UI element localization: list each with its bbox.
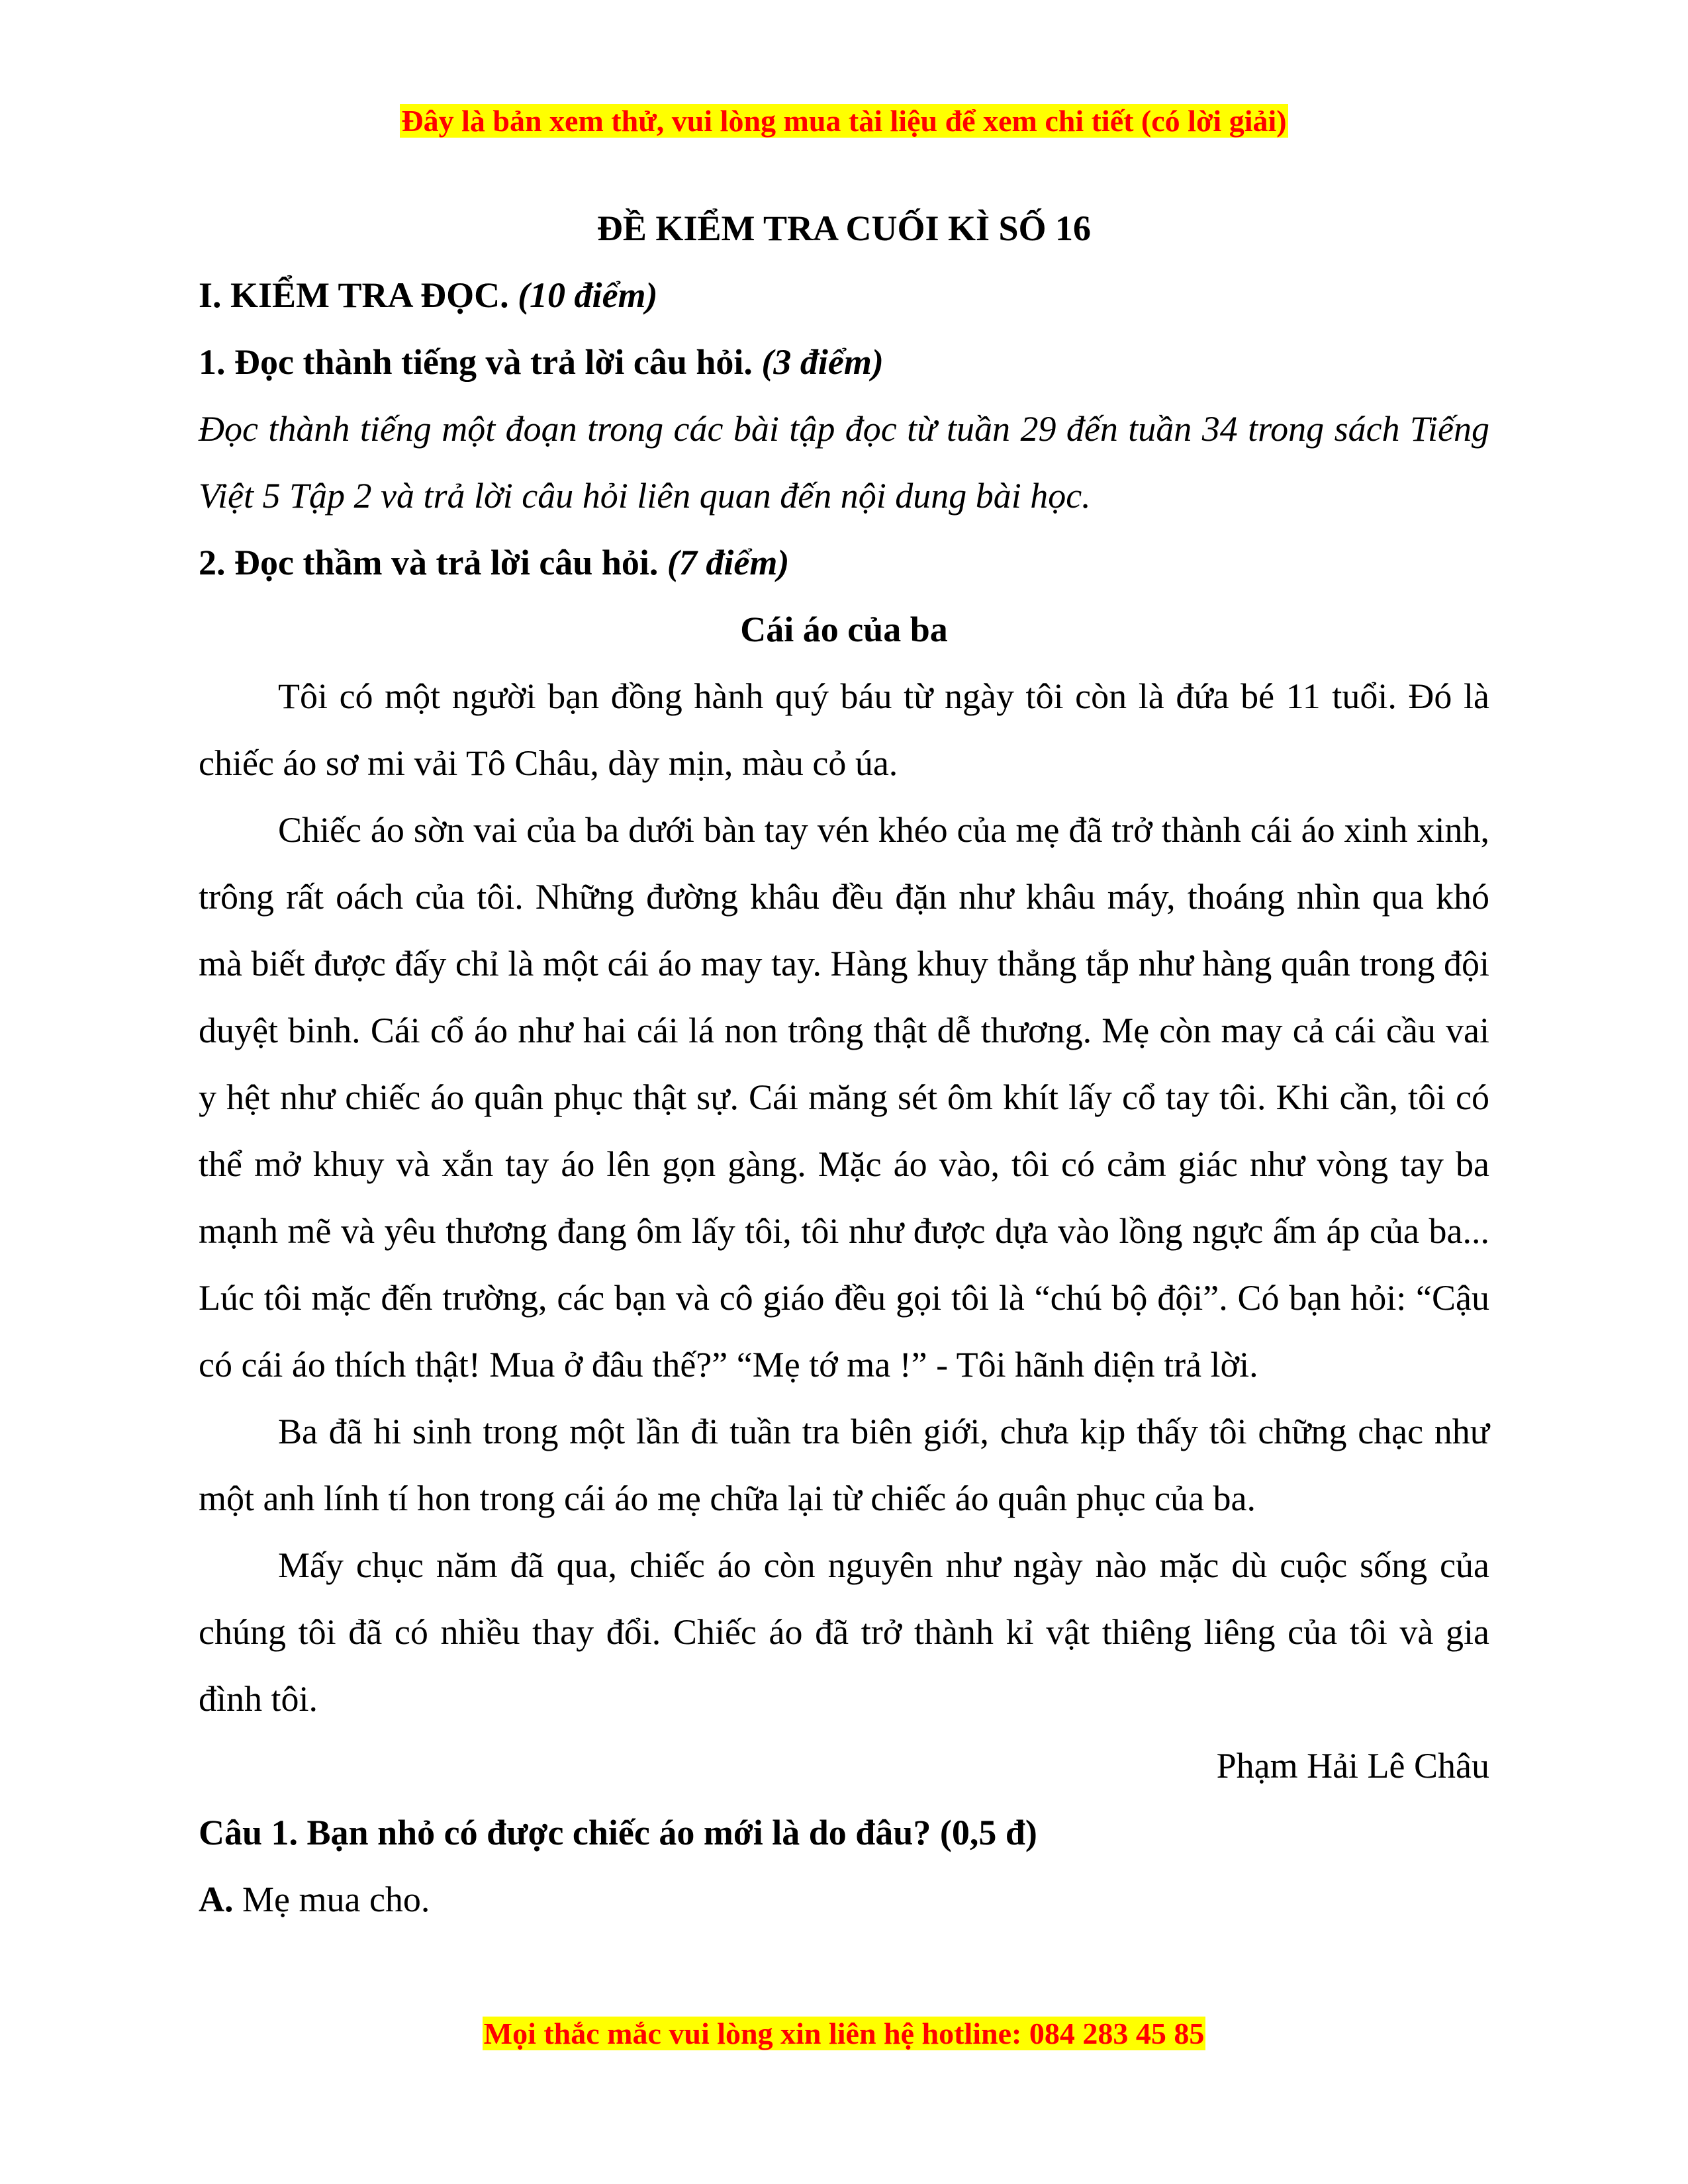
exam-title [199, 195, 1489, 262]
question-1-text: Câu 1. Bạn nhỏ có được chiếc áo mới là do đâu? (0,5 đ) [199, 1813, 1037, 1852]
part2-points: (7 điểm) [667, 543, 790, 582]
preview-notice-text: Đây là bản xem thử, vui lòng mua tài liệu để xem chi tiết (có lời giải) [401, 104, 1287, 138]
part1-heading-text: 1. Đọc thành tiếng và trả lời câu hỏi. [199, 342, 753, 382]
exam-title-text: ĐỀ KIỂM TRA CUỐI KÌ SỐ 16 [596, 208, 1092, 248]
story-paragraph-2: Chiếc áo sờn vai của ba dưới bàn tay vén khéo của mẹ đã trở thành cái áo xinh xinh, trông rất oách của tôi. Những đường khâu đều đặn như khâu máy, thoáng nhìn qua khó mà biết được đấy chỉ là một cái áo may tay. Hàng khuy thẳng tắp như hàng quân trong đội duyệt binh. Cái cổ áo như hai cái lá non trông thật dễ thương. Mẹ còn may cả cái cầu vai y hệt như chiếc áo quân phục thật sự. Cái măng sét ôm khít lấy cổ tay tôi. Khi cần, tôi có thể mở khuy và xắn tay áo lên gọn gàng. Mặc áo vào, tôi có cảm giác như vòng tay ba mạnh mẽ và yêu thương đang ôm lấy tôi, tôi như được dựa vào lồng ngực ấm áp của ba... Lúc tôi mặc đến trường, các bạn và cô giáo đều gọi tôi là “chú bộ đội”. Có bạn hỏi: “Cậu có cái áo thích thật! Mua ở đâu thế?” “Mẹ tớ ma !” - Tôi hãnh diện trả lời. [199, 810, 1489, 1385]
part2-heading-text: 2. Đọc thầm và trả lời câu hỏi. [199, 543, 659, 582]
story-author [199, 1733, 1489, 1799]
part1-heading [199, 329, 1489, 396]
story-paragraph-1: Tôi có một người bạn đồng hành quý báu từ ngày tôi còn là đứa bé 11 tuổi. Đó là chiếc áo sơ mi vải Tô Châu, dày mịn, màu cỏ úa. [199, 676, 1489, 783]
option-a-text: Mẹ mua cho. [233, 1880, 430, 1919]
part2-heading [199, 529, 1489, 596]
part1-points: (3 điểm) [761, 342, 884, 382]
story-paragraph-4: Mấy chục năm đã qua, chiếc áo còn nguyên như ngày nào mặc dù cuộc sống của chúng tôi đã có nhiều thay đổi. Chiếc áo đã trở thành kỉ vật thiêng liêng của tôi và gia đình tôi. [199, 1545, 1489, 1719]
document-body [199, 195, 1489, 1933]
hotline-notice [0, 2015, 1688, 2052]
section-heading-text: I. KIỂM TRA ĐỌC. [199, 275, 509, 315]
section-heading-reading [199, 262, 1489, 329]
hotline-notice-text: Mọi thắc mắc vui lòng xin liên hệ hotline: 084 283 45 85 [483, 2017, 1205, 2050]
option-a-label: A. [199, 1880, 234, 1919]
story-title [199, 596, 1489, 663]
story-author-text: Phạm Hải Lê Châu [1216, 1746, 1489, 1786]
story-title-text: Cái áo của ba [740, 610, 948, 649]
story-paragraph-3: Ba đã hi sinh trong một lần đi tuần tra biên giới, chưa kịp thấy tôi chững chạc như một anh lính tí hon trong cái áo mẹ chữa lại từ chiếc áo quân phục của ba. [199, 1412, 1489, 1518]
question-1-option-a [199, 1866, 1489, 1933]
question-1 [199, 1799, 1489, 1866]
part1-instruction: Đọc thành tiếng một đoạn trong các bài tập đọc từ tuần 29 đến tuần 34 trong sách Tiếng Việt 5 Tập 2 và trả lời câu hỏi liên quan đến nội dung bài học. [199, 409, 1489, 516]
section-points: (10 điểm) [518, 275, 658, 315]
preview-notice [0, 103, 1688, 140]
